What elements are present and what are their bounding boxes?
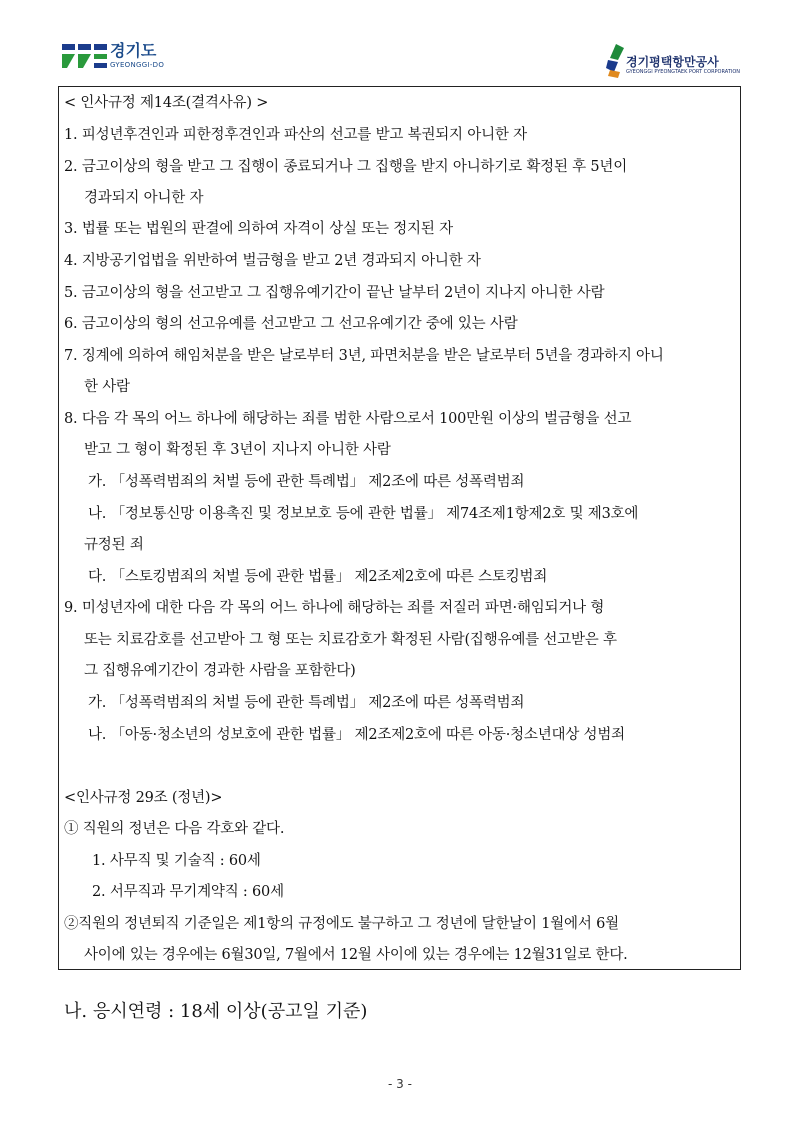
gyeonggi-logo-name: 경기도 xyxy=(110,41,157,60)
port-logo-mark-icon xyxy=(606,44,626,78)
section1-line-8-ga: 가. 「성폭력범죄의 처벌 등에 관한 특례법」 제2조에 따른 성폭력범죄 xyxy=(88,474,525,490)
section1-line-3: 3. 법률 또는 법원의 판결에 의하여 자격이 상실 또는 정지된 자 xyxy=(64,221,453,237)
section1-line-9: 9. 미성년자에 대한 다음 각 목의 어느 하나에 해당하는 죄를 저질러 파면·해임되거나 형 xyxy=(64,600,605,616)
section1-line-2-cont: 경과되지 아니한 자 xyxy=(84,190,204,206)
section1-line-8-na: 나. 「정보통신망 이용촉진 및 정보보호 등에 관한 법률」 제74조제1항제2호 및 제3호에 xyxy=(88,506,639,522)
gyeonggi-logo-subtitle: GYEONGGI-DO xyxy=(110,61,165,69)
section1-line-8-na-cont: 규정된 죄 xyxy=(84,537,144,553)
section1-line-2: 2. 금고이상의 형을 받고 그 집행이 종료되거나 그 집행을 받지 아니하기로 확정된 후 5년이 xyxy=(64,159,628,175)
section1-line-1: 1. 피성년후견인과 피한정후견인과 파산의 선고를 받고 복권되지 아니한 자 xyxy=(64,127,527,143)
section1-line-9-cont-2: 그 집행유예기간이 경과한 사람을 포함한다) xyxy=(84,663,356,679)
section2-line-2-cont: 사이에 있는 경우에는 6월30일, 7월에서 12월 사이에 있는 경우에는 12월31일로 한다. xyxy=(84,947,628,963)
age-requirement-heading: 나. 응시연령 : 18세 이상(공고일 기준) xyxy=(64,1001,368,1022)
section2-title: <인사규정 29조 (정년)> xyxy=(64,790,223,806)
section1-line-6: 6. 금고이상의 형의 선고유예를 선고받고 그 선고유예기간 중에 있는 사람 xyxy=(64,316,518,332)
section1-line-7: 7. 징계에 의하여 해임처분을 받은 날로부터 3년, 파면처분을 받은 날로부터 5년을 경과하지 아니 xyxy=(64,348,664,364)
section2-line-1-item-1: 1. 사무직 및 기술직 : 60세 xyxy=(92,853,261,869)
section1-line-9-cont-1: 또는 치료감호를 선고받아 그 형 또는 치료감호가 확정된 사람(집행유예를 선고받은 후 xyxy=(84,632,617,648)
port-logo-subtitle: GYEONGGI PYEONGTAEK PORT CORPORATION xyxy=(626,69,740,75)
section2-line-2: ②직원의 정년퇴직 기준일은 제1항의 규정에도 불구하고 그 정년에 달한날이 1월에서 6월 xyxy=(64,916,619,932)
section1-line-4: 4. 지방공기업법을 위반하여 벌금형을 받고 2년 경과되지 아니한 자 xyxy=(64,253,481,269)
gyeonggi-logo-mark-icon xyxy=(62,42,108,72)
section2-line-1-item-2: 2. 서무직과 무기계약직 : 60세 xyxy=(92,884,284,900)
section1-line-9-na: 나. 「아동·청소년의 성보호에 관한 법률」 제2조제2호에 따른 아동·청소년대상 성범죄 xyxy=(88,727,625,743)
section1-line-8-da: 다. 「스토킹범죄의 처벌 등에 관한 법률」 제2조제2호에 따른 스토킹범죄 xyxy=(88,569,548,585)
section1-title: < 인사규정 제14조(결격사유) > xyxy=(64,95,269,111)
section1-line-7-cont: 한 사람 xyxy=(84,379,130,395)
section1-line-9-ga: 가. 「성폭력범죄의 처벌 등에 관한 특례법」 제2조에 따른 성폭력범죄 xyxy=(88,695,525,711)
section2-line-1: ① 직원의 정년은 다음 각호와 같다. xyxy=(64,821,285,837)
section1-line-8-cont: 받고 그 형이 확정된 후 3년이 지나지 아니한 사람 xyxy=(84,442,391,458)
section1-line-5: 5. 금고이상의 형을 선고받고 그 집행유예기간이 끝난 날부터 2년이 지나지 아니한 사람 xyxy=(64,285,605,301)
section1-line-8: 8. 다음 각 목의 어느 하나에 해당하는 죄를 범한 사람으로서 100만원 이상의 벌금형을 선고 xyxy=(64,411,632,427)
page-number: - 3 - xyxy=(388,1077,412,1091)
port-logo-name: 경기평택항만공사 xyxy=(626,55,719,69)
